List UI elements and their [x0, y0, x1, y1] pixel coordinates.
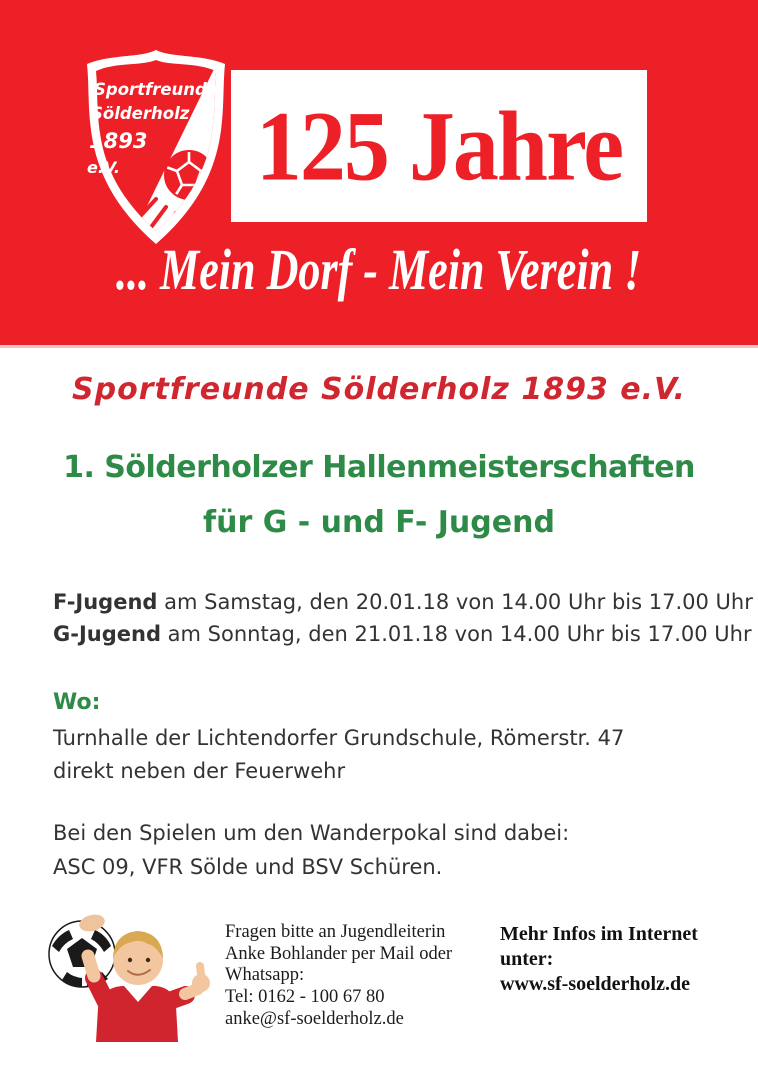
header-banner — [0, 0, 758, 348]
contact-line1: Fragen bitte an Jugendleiterin — [225, 922, 446, 942]
boy-with-soccer-ball-photo — [38, 910, 214, 1042]
crest-text-line4: e.V. — [87, 158, 120, 177]
event-title-line1: 1. Sölderholzer Hallenmeisterschaften — [63, 450, 695, 485]
schedule-row-g-jugend — [53, 618, 753, 650]
teams-block — [53, 816, 569, 884]
website-block — [500, 922, 698, 997]
website-line2: unter: — [500, 948, 554, 970]
location-label: Wo: — [53, 690, 101, 715]
contact-line2: Anke Bohlander per Mail oder — [225, 943, 453, 964]
boy-face — [113, 931, 163, 985]
slogan-text: ... Mein Dorf - Mein Verein ! — [116, 237, 642, 302]
slogan — [0, 236, 758, 303]
contact-phone: Tel: 0162 - 100 67 80 — [225, 987, 385, 1008]
schedule-team-g: G-Jugend — [53, 622, 161, 646]
event-title-line2: für G - und F- Jugend — [203, 505, 555, 540]
website-line1: Mehr Infos im Internet — [500, 923, 698, 945]
crest-text-line1: Sportfreunde — [94, 80, 219, 99]
contact-email: anke@sf-soelderholz.de — [225, 1008, 404, 1029]
location-line2: direkt neben der Feuerwehr — [53, 759, 346, 783]
crest-text-line3: 1893 — [89, 129, 148, 153]
schedule-block — [53, 586, 753, 650]
teams-line1: Bei den Spielen um den Wanderpokal sind dabei: — [53, 821, 570, 845]
schedule-details-f: am Samstag, den 20.01.18 von 14.00 Uhr bis 17.00 Uhr — [157, 590, 753, 614]
website-url: www.sf-soelderholz.de — [500, 973, 690, 995]
anniversary-text: 125 Jahre — [255, 90, 623, 202]
schedule-row-f-jugend — [53, 586, 753, 618]
schedule-team-f: F-Jugend — [53, 590, 158, 614]
red-jersey — [94, 978, 186, 1042]
location-block — [53, 722, 624, 788]
contact-line3: Whatsapp: — [225, 965, 305, 986]
crest-text-line2: Sölderholz — [91, 104, 190, 123]
location-line1: Turnhalle der Lichtendorfer Grundschule, Römerstr. 47 — [53, 726, 625, 750]
teams-line2: ASC 09, VFR Sölde und BSV Schüren. — [53, 855, 443, 879]
schedule-details-g: am Sonntag, den 21.01.18 von 14.00 Uhr bis 17.00 Uhr — [160, 622, 752, 646]
event-title — [0, 450, 758, 540]
anniversary-band — [231, 70, 647, 222]
club-name-script: Sportfreunde Sölderholz 1893 e.V. — [72, 372, 686, 407]
contact-block — [225, 922, 452, 1031]
club-crest-icon — [74, 46, 238, 248]
